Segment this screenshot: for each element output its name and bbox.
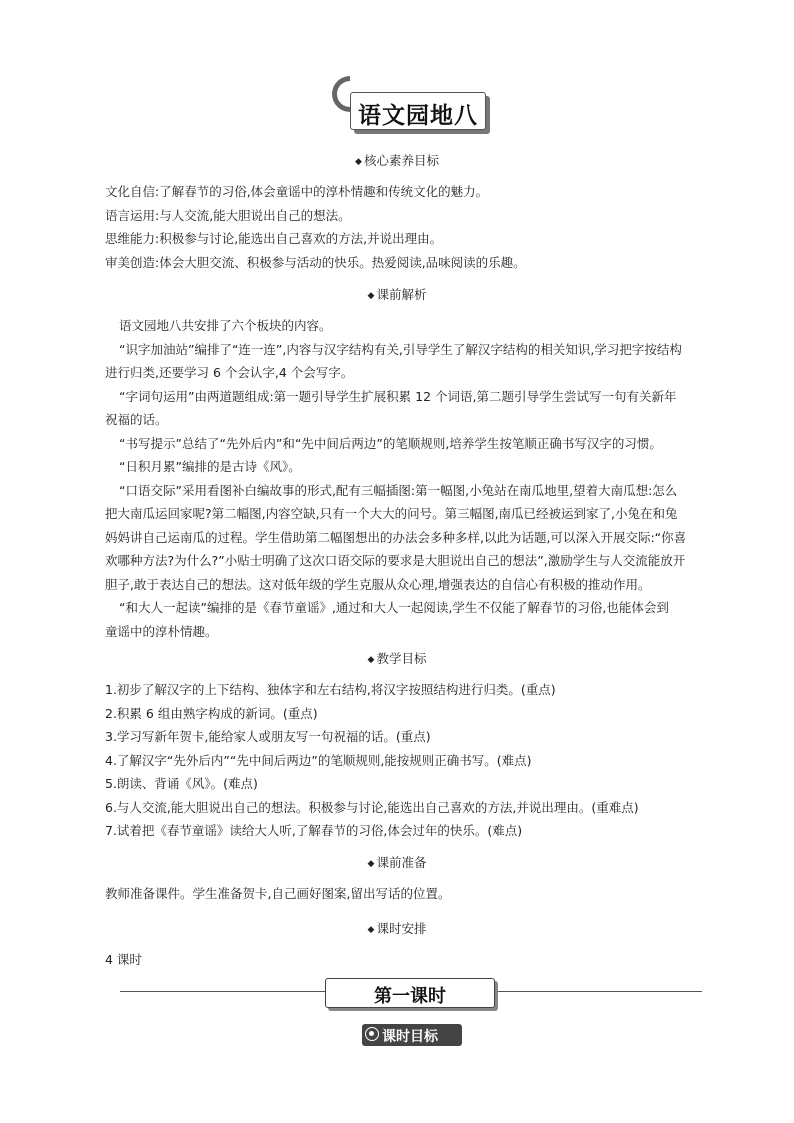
schedule-line: 4 课时: [105, 952, 142, 967]
analysis-line: 语文园地八共安排了六个板块的内容。: [119, 318, 332, 333]
analysis-line: “日积月累”编排的是古诗《风》。: [119, 459, 301, 474]
diamond-icon: ◆: [355, 157, 362, 167]
goal-item: 6.与人交流,能大胆说出自己的想法。积极参与讨论,能选出自己喜欢的方法,并说出理由。(重难点): [105, 799, 639, 815]
goal-item: 1.初步了解汉字的上下结构、独体字和左右结构,将汉字按照结构进行归类。(重点): [105, 682, 556, 697]
lesson-title: 第一课时: [374, 986, 446, 1007]
analysis-line: 把大南瓜运回家呢?第二幅图,内容空缺,只有一个大大的问号。第三幅图,南瓜已经被运到家了,小兔在和兔: [105, 506, 678, 521]
goal-item: 5.朗读、背诵《风》。(难点): [105, 776, 258, 791]
page-title: 语文园地八: [358, 103, 478, 129]
core-line: 文化自信:了解春节的习俗,体会童谣中的淳朴情趣和传统文化的魅力。: [105, 184, 489, 199]
divider-left: [120, 991, 325, 992]
analysis-line: 祝福的话。: [105, 412, 168, 427]
section-heading-analysis: ◆ 课前解析: [367, 287, 427, 302]
lesson-goal-tag: [362, 1024, 462, 1046]
divider-right: [495, 991, 702, 992]
goal-item: 3.学习写新年贺卡,能给家人或朋友写一句祝福的话。(重点): [105, 729, 431, 744]
analysis-line: 进行归类,还要学习 6 个会认字,4 个会写字。: [105, 365, 354, 380]
goal-item: 2.积累 6 组由熟字构成的新词。(重点): [105, 705, 318, 721]
analysis-line: 欢哪种方法?为什么?”小贴士明确了这次口语交际的要求是大胆说出自己的想法”,激励学生与人交流能放开: [105, 553, 686, 568]
goal-item: 7.试着把《春节童谣》读给大人听,了解春节的习俗,体会过年的快乐。(难点): [105, 823, 523, 838]
diamond-icon: ◆: [367, 655, 375, 665]
diamond-icon: ◆: [367, 291, 375, 301]
analysis-line: “书写提示”总结了“先外后内”和“先中间后两边”的笔顺规则,培养学生按笔顺正确书写汉字的习惯。: [119, 435, 662, 451]
analysis-line: 童谣中的淳朴情趣。: [105, 623, 218, 639]
diamond-icon: ◆: [367, 859, 375, 869]
analysis-line: “和大人一起读”编排的是《春节童谣》,通过和大人一起阅读,学生不仅能了解春节的习俗,也能体会到: [119, 600, 669, 615]
prep-text: [105, 882, 719, 906]
analysis-line: 妈妈讲自己运南瓜的过程。学生借助第二幅图想出的办法会多种多样,以此为话题,可以深入开展交际:“你喜: [105, 529, 687, 545]
analysis-line: “识字加油站”编排了“连一连”,内容与汉字结构有关,引导学生了解汉字结构的相关知识,学习把字按结构: [119, 341, 682, 357]
analysis-line: “字词句运用”由两道题组成:第一题引导学生扩展积累 12 个词语,第二题引导学生尝试写一句有关新年: [119, 388, 677, 404]
core-line: 语言运用:与人交流,能大胆说出自己的想法。: [105, 207, 351, 223]
section-heading-core: ◆ 核心素养目标: [355, 153, 439, 168]
core-line: 审美创造:体会大胆交流、积极参与活动的快乐。热爱阅读,品味阅读的乐趣。: [105, 254, 526, 270]
lesson-title-frame: [325, 978, 495, 1008]
analysis-line: 胆子,敢于表达自己的想法。这对低年级的学生克服从众心理,增强表达的自信心有积极的推动作用。: [105, 576, 651, 592]
diamond-icon: ◆: [367, 925, 375, 935]
target-icon: [365, 1027, 379, 1041]
section-heading-schedule: ◆ 课时安排: [367, 921, 427, 936]
core-goals-list: [105, 180, 719, 274]
section-heading-goals: ◆ 教学目标: [367, 651, 427, 666]
analysis-line: “口语交际”采用看图补白编故事的形式,配有三幅插图:第一幅图,小兔站在南瓜地里,望着大南瓜想:怎么: [119, 482, 678, 498]
core-line: 思维能力:积极参与讨论,能选出自己喜欢的方法,并说出理由。: [105, 231, 443, 246]
lesson-goal-label: 课时目标: [382, 1029, 438, 1045]
title-frame: [350, 92, 486, 130]
teaching-goals-list: [105, 678, 719, 843]
prep-line: 教师准备课件。学生准备贺卡,自己画好图案,留出写话的位置。: [105, 886, 451, 901]
title-block: [332, 76, 492, 134]
schedule-text: [105, 948, 719, 972]
section-heading-prep: ◆ 课前准备: [367, 855, 427, 870]
analysis-text: [105, 314, 719, 643]
goal-item: 4.了解汉字“先外后内”“先中间后两边”的笔顺规则,能按规则正确书写。(难点): [105, 752, 532, 768]
